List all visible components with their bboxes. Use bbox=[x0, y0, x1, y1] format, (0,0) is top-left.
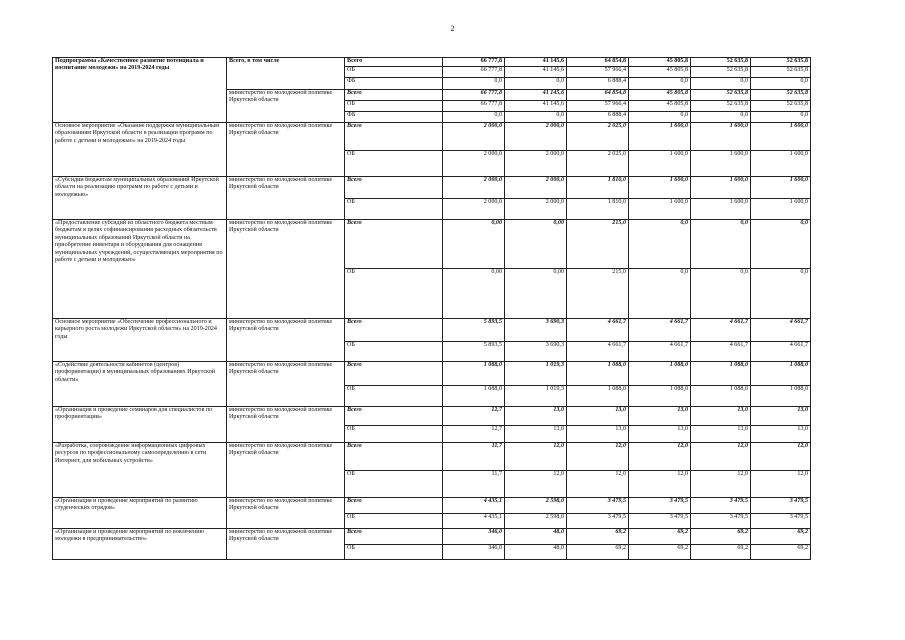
value-cell: 66 777,8 bbox=[443, 67, 505, 78]
table-row bbox=[53, 443, 811, 471]
value-cell: 12,0 bbox=[567, 471, 629, 498]
executor: министерство по молодежной политике Иркутской области bbox=[227, 498, 345, 529]
value-cell: 69,2 bbox=[691, 545, 751, 560]
value-cell: 1 088,0 bbox=[567, 386, 629, 407]
value-cell: 13,0 bbox=[505, 407, 567, 426]
executor: министерство по молодежной политике Иркутской области bbox=[227, 177, 345, 220]
value-cell: 0,00 bbox=[443, 220, 505, 269]
value-cell: 4 661,7 bbox=[691, 342, 751, 362]
value-cell: 215,0 bbox=[567, 220, 629, 269]
value-cell: 1 600,0 bbox=[751, 177, 811, 199]
value-cell: 11,7 bbox=[443, 443, 505, 471]
funding-type: ФБ bbox=[345, 78, 443, 90]
value-cell: 12,0 bbox=[691, 471, 751, 498]
value-cell: 13,0 bbox=[505, 426, 567, 443]
value-cell: 1 019,3 bbox=[505, 386, 567, 407]
executor: министерство по молодежной политике Иркутской области bbox=[227, 220, 345, 319]
value-cell: 346,0 bbox=[443, 545, 505, 560]
value-cell: 2 000,0 bbox=[443, 199, 505, 220]
funding-type: Всего bbox=[345, 529, 443, 545]
table-row bbox=[53, 498, 811, 514]
value-cell: 1 600,0 bbox=[751, 123, 811, 151]
measure-name: «Субсидии бюджетам муниципальных образований Иркутской области на реализацию программ по работе с детьми и молодежью» bbox=[53, 177, 227, 220]
value-cell: 2 025,0 bbox=[567, 151, 629, 177]
value-cell: 0,0 bbox=[751, 269, 811, 319]
value-cell: 69,2 bbox=[629, 529, 691, 545]
value-cell: 52 635,8 bbox=[691, 58, 751, 67]
value-cell: 57 966,4 bbox=[567, 67, 629, 78]
page-number: 2 bbox=[450, 24, 455, 33]
value-cell: 0,0 bbox=[629, 269, 691, 319]
value-cell: 1 088,0 bbox=[443, 362, 505, 386]
funding-type: ОБ bbox=[345, 545, 443, 560]
value-cell: 1 600,0 bbox=[691, 199, 751, 220]
table-row bbox=[53, 362, 811, 386]
value-cell: 64 854,8 bbox=[567, 90, 629, 101]
value-cell: 69,2 bbox=[691, 529, 751, 545]
value-cell: 12,7 bbox=[443, 426, 505, 443]
value-cell: 6 888,4 bbox=[567, 78, 629, 90]
value-cell: 3 479,5 bbox=[567, 498, 629, 514]
value-cell: 13,0 bbox=[691, 407, 751, 426]
value-cell: 48,0 bbox=[505, 545, 567, 560]
value-cell: 1 600,0 bbox=[691, 123, 751, 151]
funding-type: ОБ bbox=[345, 269, 443, 319]
value-cell: 52 635,8 bbox=[751, 58, 811, 67]
executor: министерство по молодежной политике Иркутской области bbox=[227, 319, 345, 362]
funding-type: ОБ bbox=[345, 199, 443, 220]
funding-type: ОБ bbox=[345, 471, 443, 498]
value-cell: 2 000,0 bbox=[505, 123, 567, 151]
value-cell: 1 088,0 bbox=[629, 362, 691, 386]
table-row bbox=[53, 407, 811, 426]
value-cell: 3 479,5 bbox=[691, 514, 751, 529]
value-cell: 2 025,0 bbox=[567, 123, 629, 151]
value-cell: 1 088,0 bbox=[691, 386, 751, 407]
value-cell: 12,0 bbox=[751, 443, 811, 471]
table-row bbox=[53, 529, 811, 545]
value-cell: 346,0 bbox=[443, 529, 505, 545]
funding-type: Всего bbox=[345, 90, 443, 101]
value-cell: 1 088,0 bbox=[443, 386, 505, 407]
value-cell: 215,0 bbox=[567, 269, 629, 319]
value-cell: 0,00 bbox=[443, 269, 505, 319]
value-cell: 13,0 bbox=[567, 407, 629, 426]
measure-name: «Организация и проведение семинаров для специалистов по профориентации» bbox=[53, 407, 227, 443]
value-cell: 12,0 bbox=[629, 443, 691, 471]
value-cell: 69,2 bbox=[751, 545, 811, 560]
value-cell: 1 600,0 bbox=[629, 151, 691, 177]
value-cell: 12,0 bbox=[691, 443, 751, 471]
value-cell: 4 661,7 bbox=[691, 319, 751, 342]
measure-name: «Предоставление субсидий из областного бюджета местным бюджетам в целях софинансирования расходных обязательств муниципальных образований Иркутской области на приобретение инвентаря и оборудования для оснащения муниципальных учреждений, осуществляющих мероприятия по работе с детьми и молодежью» bbox=[53, 220, 227, 319]
funding-type: ОБ bbox=[345, 426, 443, 443]
measure-name: «Разработка, сопровождение информационных цифровых ресурсов по профессиональному самоопределению в сети Интернет, для мобильных устройств» bbox=[53, 443, 227, 498]
value-cell: 13,0 bbox=[567, 426, 629, 443]
value-cell: 48,0 bbox=[505, 529, 567, 545]
value-cell: 57 966,4 bbox=[567, 101, 629, 112]
value-cell: 1 600,0 bbox=[691, 177, 751, 199]
value-cell: 4 661,7 bbox=[567, 319, 629, 342]
value-cell: 1 600,0 bbox=[751, 199, 811, 220]
funding-type: Всего bbox=[345, 362, 443, 386]
measure-name: Основное мероприятие «Оказание поддержки муниципальным образованиям Иркутской области в реализации программ по работе с детьми и молодежью» на 2019-2024 годы bbox=[53, 123, 227, 177]
executor: министерство по молодежной политике Иркутской области bbox=[227, 407, 345, 443]
value-cell: 2 000,0 bbox=[443, 123, 505, 151]
value-cell: 0,0 bbox=[691, 220, 751, 269]
funding-type: Всего bbox=[345, 443, 443, 471]
value-cell: 41 145,6 bbox=[505, 67, 567, 78]
value-cell: 0,0 bbox=[751, 220, 811, 269]
value-cell: 0,0 bbox=[505, 78, 567, 90]
value-cell: 45 805,8 bbox=[629, 101, 691, 112]
value-cell: 3 479,5 bbox=[629, 498, 691, 514]
value-cell: 0,0 bbox=[691, 112, 751, 123]
value-cell: 12,0 bbox=[505, 443, 567, 471]
value-cell: 1 088,0 bbox=[567, 362, 629, 386]
funding-type: Всего bbox=[345, 319, 443, 342]
value-cell: 41 145,6 bbox=[505, 58, 567, 67]
funding-type: Всего bbox=[345, 220, 443, 269]
value-cell: 3 479,5 bbox=[751, 514, 811, 529]
value-cell: 52 635,8 bbox=[751, 90, 811, 101]
value-cell: 3 690,3 bbox=[505, 342, 567, 362]
value-cell: 3 479,5 bbox=[751, 498, 811, 514]
value-cell: 1 600,0 bbox=[691, 151, 751, 177]
value-cell: 0,0 bbox=[691, 78, 751, 90]
funding-type: Всего bbox=[345, 123, 443, 151]
executor: министерство по молодежной политике Иркутской области bbox=[227, 90, 345, 123]
table-row bbox=[53, 58, 811, 67]
value-cell: 1 600,0 bbox=[629, 177, 691, 199]
value-cell: 1 088,0 bbox=[751, 362, 811, 386]
executor: министерство по молодежной политике Иркутской области bbox=[227, 443, 345, 498]
value-cell: 0,0 bbox=[629, 78, 691, 90]
funding-type: ОБ bbox=[345, 151, 443, 177]
executor: министерство по молодежной политике Иркутской области bbox=[227, 123, 345, 177]
value-cell: 69,2 bbox=[629, 545, 691, 560]
value-cell: 2 000,0 bbox=[505, 151, 567, 177]
value-cell: 52 635,8 bbox=[751, 101, 811, 112]
funding-type: ОБ bbox=[345, 514, 443, 529]
value-cell: 13,0 bbox=[691, 426, 751, 443]
value-cell: 13,0 bbox=[629, 426, 691, 443]
value-cell: 4 435,1 bbox=[443, 514, 505, 529]
funding-type: Всего bbox=[345, 498, 443, 514]
funding-type: ОБ bbox=[345, 101, 443, 112]
funding-type: Всего bbox=[345, 58, 443, 67]
value-cell: 52 635,8 bbox=[691, 67, 751, 78]
measure-name: «Содействие деятельности кабинетов (центров) профориентации) в муниципальных образованиях Иркутской области» bbox=[53, 362, 227, 407]
measure-name: Основное мероприятие «Обеспечение профессионального и карьерного роста молодежи Иркутской области» на 2019-2024 годы bbox=[53, 319, 227, 362]
value-cell: 0,0 bbox=[443, 78, 505, 90]
value-cell: 1 019,3 bbox=[505, 362, 567, 386]
funding-type: ОБ bbox=[345, 386, 443, 407]
value-cell: 13,0 bbox=[629, 407, 691, 426]
value-cell: 0,0 bbox=[505, 112, 567, 123]
value-cell: 4 661,7 bbox=[567, 342, 629, 362]
executor: министерство по молодежной политике Иркутской области bbox=[227, 529, 345, 560]
value-cell: 64 854,8 bbox=[567, 58, 629, 67]
value-cell: 1 600,0 bbox=[751, 151, 811, 177]
table-row bbox=[53, 220, 811, 269]
value-cell: 5 893,5 bbox=[443, 319, 505, 342]
value-cell: 1 810,0 bbox=[567, 177, 629, 199]
value-cell: 6 888,4 bbox=[567, 112, 629, 123]
funding-type: ФБ bbox=[345, 112, 443, 123]
value-cell: 3 479,5 bbox=[691, 498, 751, 514]
value-cell: 11,7 bbox=[443, 471, 505, 498]
value-cell: 41 145,6 bbox=[505, 90, 567, 101]
value-cell: 12,0 bbox=[629, 471, 691, 498]
program-name: Подпрограмма «Качественное развитие потенциала и воспитание молодежи» на 2019-2024 годы bbox=[53, 58, 227, 123]
value-cell: 0,00 bbox=[505, 220, 567, 269]
funding-type: Всего bbox=[345, 407, 443, 426]
value-cell: 12,0 bbox=[567, 443, 629, 471]
value-cell: 1 600,0 bbox=[629, 199, 691, 220]
table-row bbox=[53, 177, 811, 199]
value-cell: 2 000,0 bbox=[443, 177, 505, 199]
value-cell: 1 088,0 bbox=[751, 386, 811, 407]
value-cell: 2 000,0 bbox=[443, 151, 505, 177]
value-cell: 13,0 bbox=[751, 426, 811, 443]
value-cell: 69,2 bbox=[751, 529, 811, 545]
value-cell: 12,0 bbox=[751, 471, 811, 498]
value-cell: 0,0 bbox=[629, 220, 691, 269]
value-cell: 66 777,8 bbox=[443, 58, 505, 67]
value-cell: 12,7 bbox=[443, 407, 505, 426]
value-cell: 41 145,6 bbox=[505, 101, 567, 112]
funding-type: ОБ bbox=[345, 342, 443, 362]
value-cell: 45 805,8 bbox=[629, 90, 691, 101]
value-cell: 0,00 bbox=[505, 269, 567, 319]
value-cell: 66 777,8 bbox=[443, 90, 505, 101]
value-cell: 0,0 bbox=[443, 112, 505, 123]
value-cell: 0,0 bbox=[691, 269, 751, 319]
value-cell: 1 088,0 bbox=[629, 386, 691, 407]
executor: министерство по молодежной политике Иркутской области bbox=[227, 362, 345, 407]
budget-table bbox=[52, 57, 811, 560]
funding-type: ОБ bbox=[345, 67, 443, 78]
table-row bbox=[53, 123, 811, 151]
executor: Всего, в том числе bbox=[227, 58, 345, 90]
value-cell: 4 661,7 bbox=[629, 342, 691, 362]
value-cell: 0,0 bbox=[751, 112, 811, 123]
value-cell: 3 690,3 bbox=[505, 319, 567, 342]
value-cell: 52 635,8 bbox=[691, 90, 751, 101]
funding-type: Всего bbox=[345, 177, 443, 199]
value-cell: 4 661,7 bbox=[629, 319, 691, 342]
value-cell: 3 479,5 bbox=[567, 514, 629, 529]
value-cell: 5 893,5 bbox=[443, 342, 505, 362]
value-cell: 45 805,8 bbox=[629, 67, 691, 78]
value-cell: 4 661,7 bbox=[751, 342, 811, 362]
value-cell: 66 777,8 bbox=[443, 101, 505, 112]
value-cell: 4 661,7 bbox=[751, 319, 811, 342]
value-cell: 52 635,8 bbox=[751, 67, 811, 78]
value-cell: 69,2 bbox=[567, 529, 629, 545]
value-cell: 1 088,0 bbox=[691, 362, 751, 386]
value-cell: 1 600,0 bbox=[629, 123, 691, 151]
measure-name: «Организация и проведение мероприятий по развитию студенческих отрядов» bbox=[53, 498, 227, 529]
value-cell: 12,0 bbox=[505, 471, 567, 498]
value-cell: 69,2 bbox=[567, 545, 629, 560]
value-cell: 45 805,8 bbox=[629, 58, 691, 67]
table-row bbox=[53, 319, 811, 342]
value-cell: 3 479,5 bbox=[629, 514, 691, 529]
value-cell: 2 598,0 bbox=[505, 498, 567, 514]
value-cell: 4 435,1 bbox=[443, 498, 505, 514]
value-cell: 0,0 bbox=[751, 78, 811, 90]
value-cell: 2 000,0 bbox=[505, 177, 567, 199]
value-cell: 2 598,0 bbox=[505, 514, 567, 529]
value-cell: 1 810,0 bbox=[567, 199, 629, 220]
value-cell: 52 635,8 bbox=[691, 101, 751, 112]
value-cell: 0,0 bbox=[629, 112, 691, 123]
measure-name: «Организация и проведение мероприятий по вовлечению молодежи в предпринимательство» bbox=[53, 529, 227, 560]
value-cell: 13,0 bbox=[751, 407, 811, 426]
value-cell: 2 000,0 bbox=[505, 199, 567, 220]
